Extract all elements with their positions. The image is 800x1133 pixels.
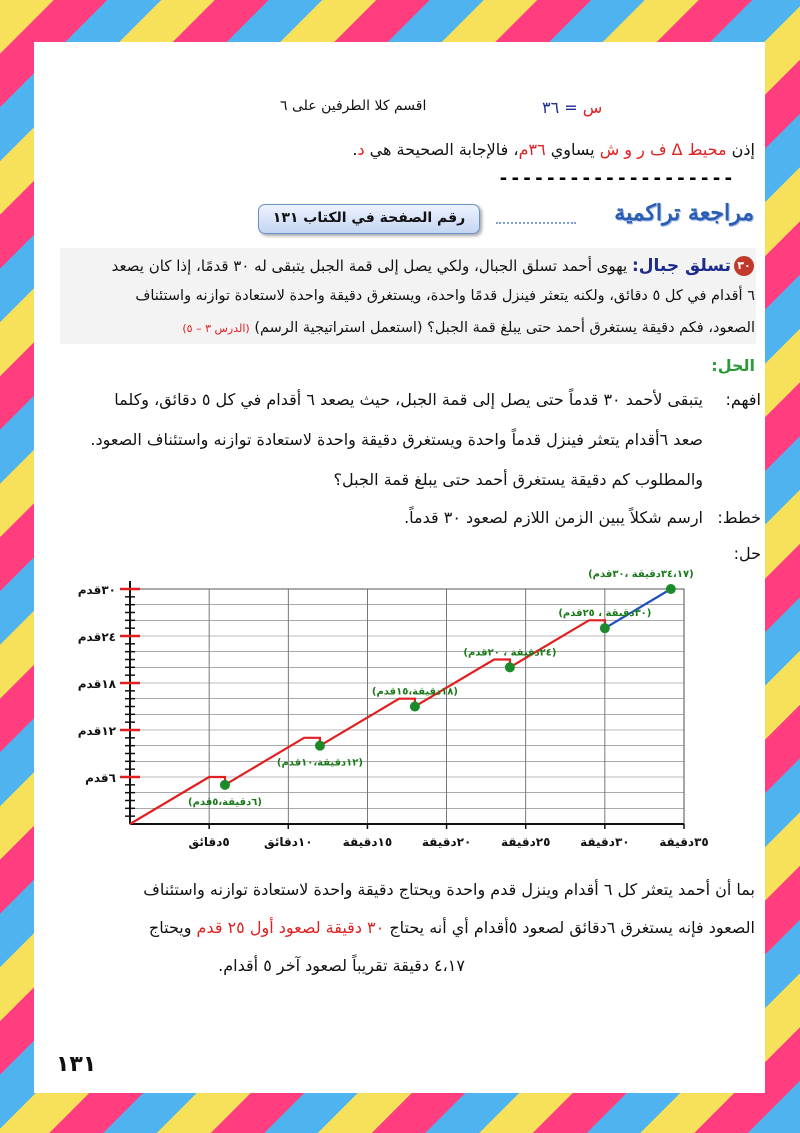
review-title: مراجعة تراكمية: [614, 200, 754, 226]
data-point-label: (٢٤دقيقة ، ٢٠قدم): [463, 647, 557, 659]
problem-text-3: الصعود، فكم دقيقة يستغرق أحمد حتى يبلغ قمة الجبل؟ (استعمل استراتيجية الرسم): [254, 320, 755, 336]
problem-text-1: يهوى أحمد تسلق الجبال، ولكي يصل إلى قمة الجبل يتبقى له ٣٠ قدمًا، إذا كان يصعد: [111, 257, 628, 275]
conclusion-part2: يساوي: [545, 140, 600, 159]
data-point: [666, 584, 676, 594]
page-number: ١٣١: [56, 1052, 97, 1077]
y-tick-label: ١٨قدم: [77, 677, 116, 691]
data-point-label: (١٨دقيقة،١٥قدم): [371, 686, 458, 698]
solution-heading: الحل:: [711, 356, 755, 375]
understand-line-2: صعد ٦أقدام يتعثر فينزل قدماً واحدة ويستغرق دقيقة واحدة لاستعادة توازنه واستئناف الصعود.: [90, 430, 703, 449]
page-sheet: [34, 42, 765, 1093]
data-point: [220, 780, 230, 790]
dashed-divider: --------------------: [498, 168, 735, 189]
lesson-ref: (الدرس ٣ – ٥): [182, 322, 250, 335]
problem-line-3: [182, 320, 755, 336]
data-point: [600, 623, 610, 633]
understand-line-3: والمطلوب كم دقيقة يستغرق أحمد حتى يبلغ قمة الجبل؟: [333, 470, 703, 489]
x-tick-label: ٥دقائق: [188, 835, 230, 849]
conclusion-part1: إذن: [726, 140, 755, 159]
plan-label: خطط:: [717, 508, 761, 527]
explanation-line-2: [149, 918, 755, 937]
explanation-highlight: ٣٠ دقيقة لصعود أول ٢٥ قدم: [196, 918, 385, 937]
x-tick-label: ٣٠دقيقة: [580, 835, 630, 849]
y-tick-label: ١٢قدم: [77, 724, 116, 738]
conclusion-value: ٣٦م: [518, 140, 546, 159]
equation-note: اقسم كلا الطرفين على ٦: [280, 98, 427, 114]
review-dotted-line: [496, 222, 576, 224]
data-point-label: (٣٠دقيقة ، ٢٥قدم): [558, 608, 652, 620]
x-tick-label: ٢٠دقيقة: [421, 835, 472, 849]
solve-label: حل:: [733, 544, 761, 563]
conclusion-perimeter: محيط: [687, 140, 727, 159]
x-tick-label: ١٥دقيقة: [342, 835, 393, 849]
x-tick-label: ٢٥دقيقة: [500, 835, 551, 849]
data-point: [410, 702, 420, 712]
explanation-line-2-c: ويحتاج: [148, 918, 197, 937]
conclusion-answer: د: [357, 140, 365, 159]
explanation-line-3: ٤،١٧ دقيقة تقريباً لصعود آخر ٥ أقدام.: [218, 956, 465, 975]
climb-chart: [74, 564, 714, 864]
conclusion-part3: ، فالإجابة الصحيحة هي: [364, 140, 519, 159]
data-point-label: (٣٤،١٧دقيقة ،٣٠قدم): [588, 569, 694, 580]
y-tick-label: ٦قدم: [85, 771, 116, 785]
x-tick-label: ١٠دقائق: [264, 835, 313, 849]
y-tick-label: ٢٤قدم: [77, 630, 116, 644]
data-point-label: (٦دقيقة،٥قدم): [188, 796, 262, 808]
x-tick-label: ٣٥دقيقة: [659, 835, 709, 849]
problem-line-1: [112, 256, 731, 276]
top-equation: [542, 98, 602, 117]
explanation-line-2-a: الصعود فإنه يستغرق ٦دقائق لصعود ٥أقدام أي أنه يحتاج: [384, 918, 755, 937]
page-ref-box: رقم الصفحة في الكتاب ١٣١: [258, 204, 480, 234]
conclusion-end: .: [352, 140, 358, 159]
data-point: [315, 741, 325, 751]
problem-title: تسلق جبال:: [632, 256, 731, 276]
understand-label: افهم:: [725, 390, 761, 409]
data-point: [505, 662, 515, 672]
equation-rhs: = ٣٦: [542, 98, 578, 117]
conclusion-line: [352, 140, 755, 159]
plot-area: [130, 589, 684, 824]
data-point-label: (١٢دقيقة،١٠قدم): [276, 757, 363, 769]
problem-line-2: ٦ أقدام في كل ٥ دقائق، ولكنه يتعثر فينزل قدمًا واحدة، ويستغرق دقيقة واحدة لاستعادة توازنه واستئناف: [135, 288, 755, 304]
understand-line-1: يتبقى لأحمد ٣٠ قدماً حتى يصل إلى قمة الجبل، حيث يصعد ٦ أقدام في كل ٥ دقائق، وكلما: [114, 390, 703, 409]
explanation-line-1: بما أن أحمد يتعثر كل ٦ أقدام وينزل قدم واحدة ويحتاج دقيقة واحدة لاستعادة توازنه واستئناف: [143, 880, 755, 899]
conclusion-triangle: Δ ف ر و ش: [599, 140, 683, 159]
problem-number-badge: ٣٠: [734, 256, 754, 276]
y-tick-label: ٣٠قدم: [77, 583, 116, 597]
plan-text: ارسم شكلاً يبين الزمن اللازم لصعود ٣٠ قدماً.: [404, 508, 703, 527]
equation-lhs: س: [582, 98, 603, 117]
